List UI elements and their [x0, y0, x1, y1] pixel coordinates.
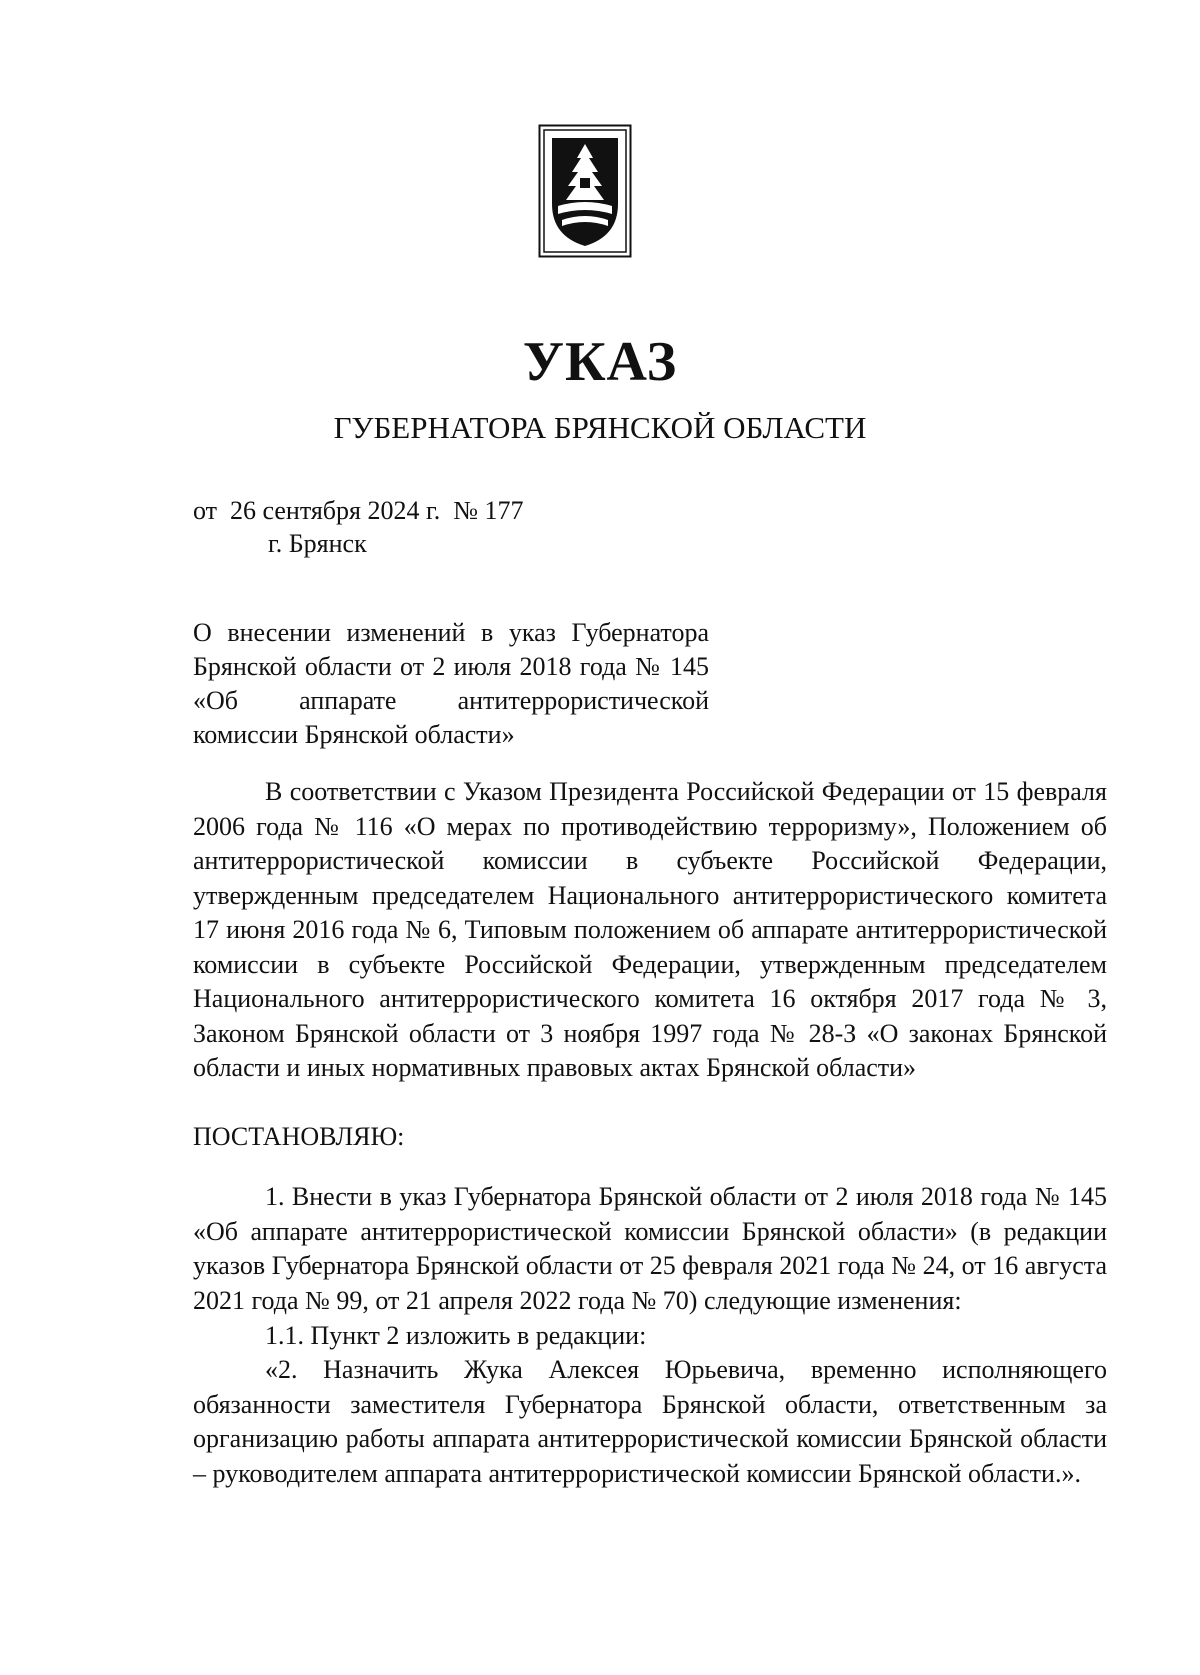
decree-word: ПОСТАНОВЛЯЮ:	[193, 1122, 405, 1151]
item-1-1-quote	[193, 1353, 1107, 1491]
document-date-number: от 26 сентября 2024 г. № 177	[193, 496, 524, 525]
item-1	[193, 1180, 1107, 1318]
document-title: УКАЗ	[522, 331, 678, 393]
item-1-1	[193, 1319, 1107, 1354]
item-1-text: 1. Внести в указ Губернатора Брянской области от 2 июля 2018 года № 145 «Об аппарате антитеррористической комиссии Брянской области» (в редакции указов Губернатора Брянской области от 25 февраля 2021 года № 24, от 16 августа 2021 года № 99, от 21 апреля 2022 года № 70) следующие изменения:	[193, 1182, 1107, 1315]
document-issuer: ГУБЕРНАТОРА БРЯНСКОЙ ОБЛАСТИ	[333, 410, 867, 445]
preamble-paragraph	[193, 775, 1107, 1086]
item-1-1-text: 1.1. Пункт 2 изложить в редакции:	[265, 1321, 647, 1350]
item-1-1-quote-text: «2. Назначить Жука Алексея Юрьевича, временно исполняющего обязанности заместителя Губернатора Брянской области, ответственным за организацию работы аппарата антитеррористической комиссии Брянской области – руководителем аппарата антитеррористической комиссии Брянской области.».	[193, 1355, 1107, 1488]
document-city: г. Брянск	[268, 529, 367, 558]
preamble-text: В соответствии с Указом Президента Российской Федерации от 15 февраля 2006 года № 116 «О мерах по противодействию терроризму», Положением об антитеррористической комиссии в субъекте Российской Федерации, утвержденным председателем Национального антитеррористического комитета 17 июня 2016 года № 6, Типовым положением об аппарате антитеррористической комиссии в субъекте Российской Федерации, утвержденным председателем Национального антитеррористического комитета 16 октября 2017 года № 3, Законом Брянской области от 3 ноября 1997 года № 28-З «О законах Брянской области и иных нормативных правовых актах Брянской области»	[193, 777, 1107, 1082]
document-subject: О внесении изменений в указ Губернатора Брянской области от 2 июля 2018 года № 145 «Об аппарате антитеррористической комиссии Брянской области»	[193, 618, 709, 749]
bryansk-coat-of-arms-icon	[538, 124, 632, 258]
